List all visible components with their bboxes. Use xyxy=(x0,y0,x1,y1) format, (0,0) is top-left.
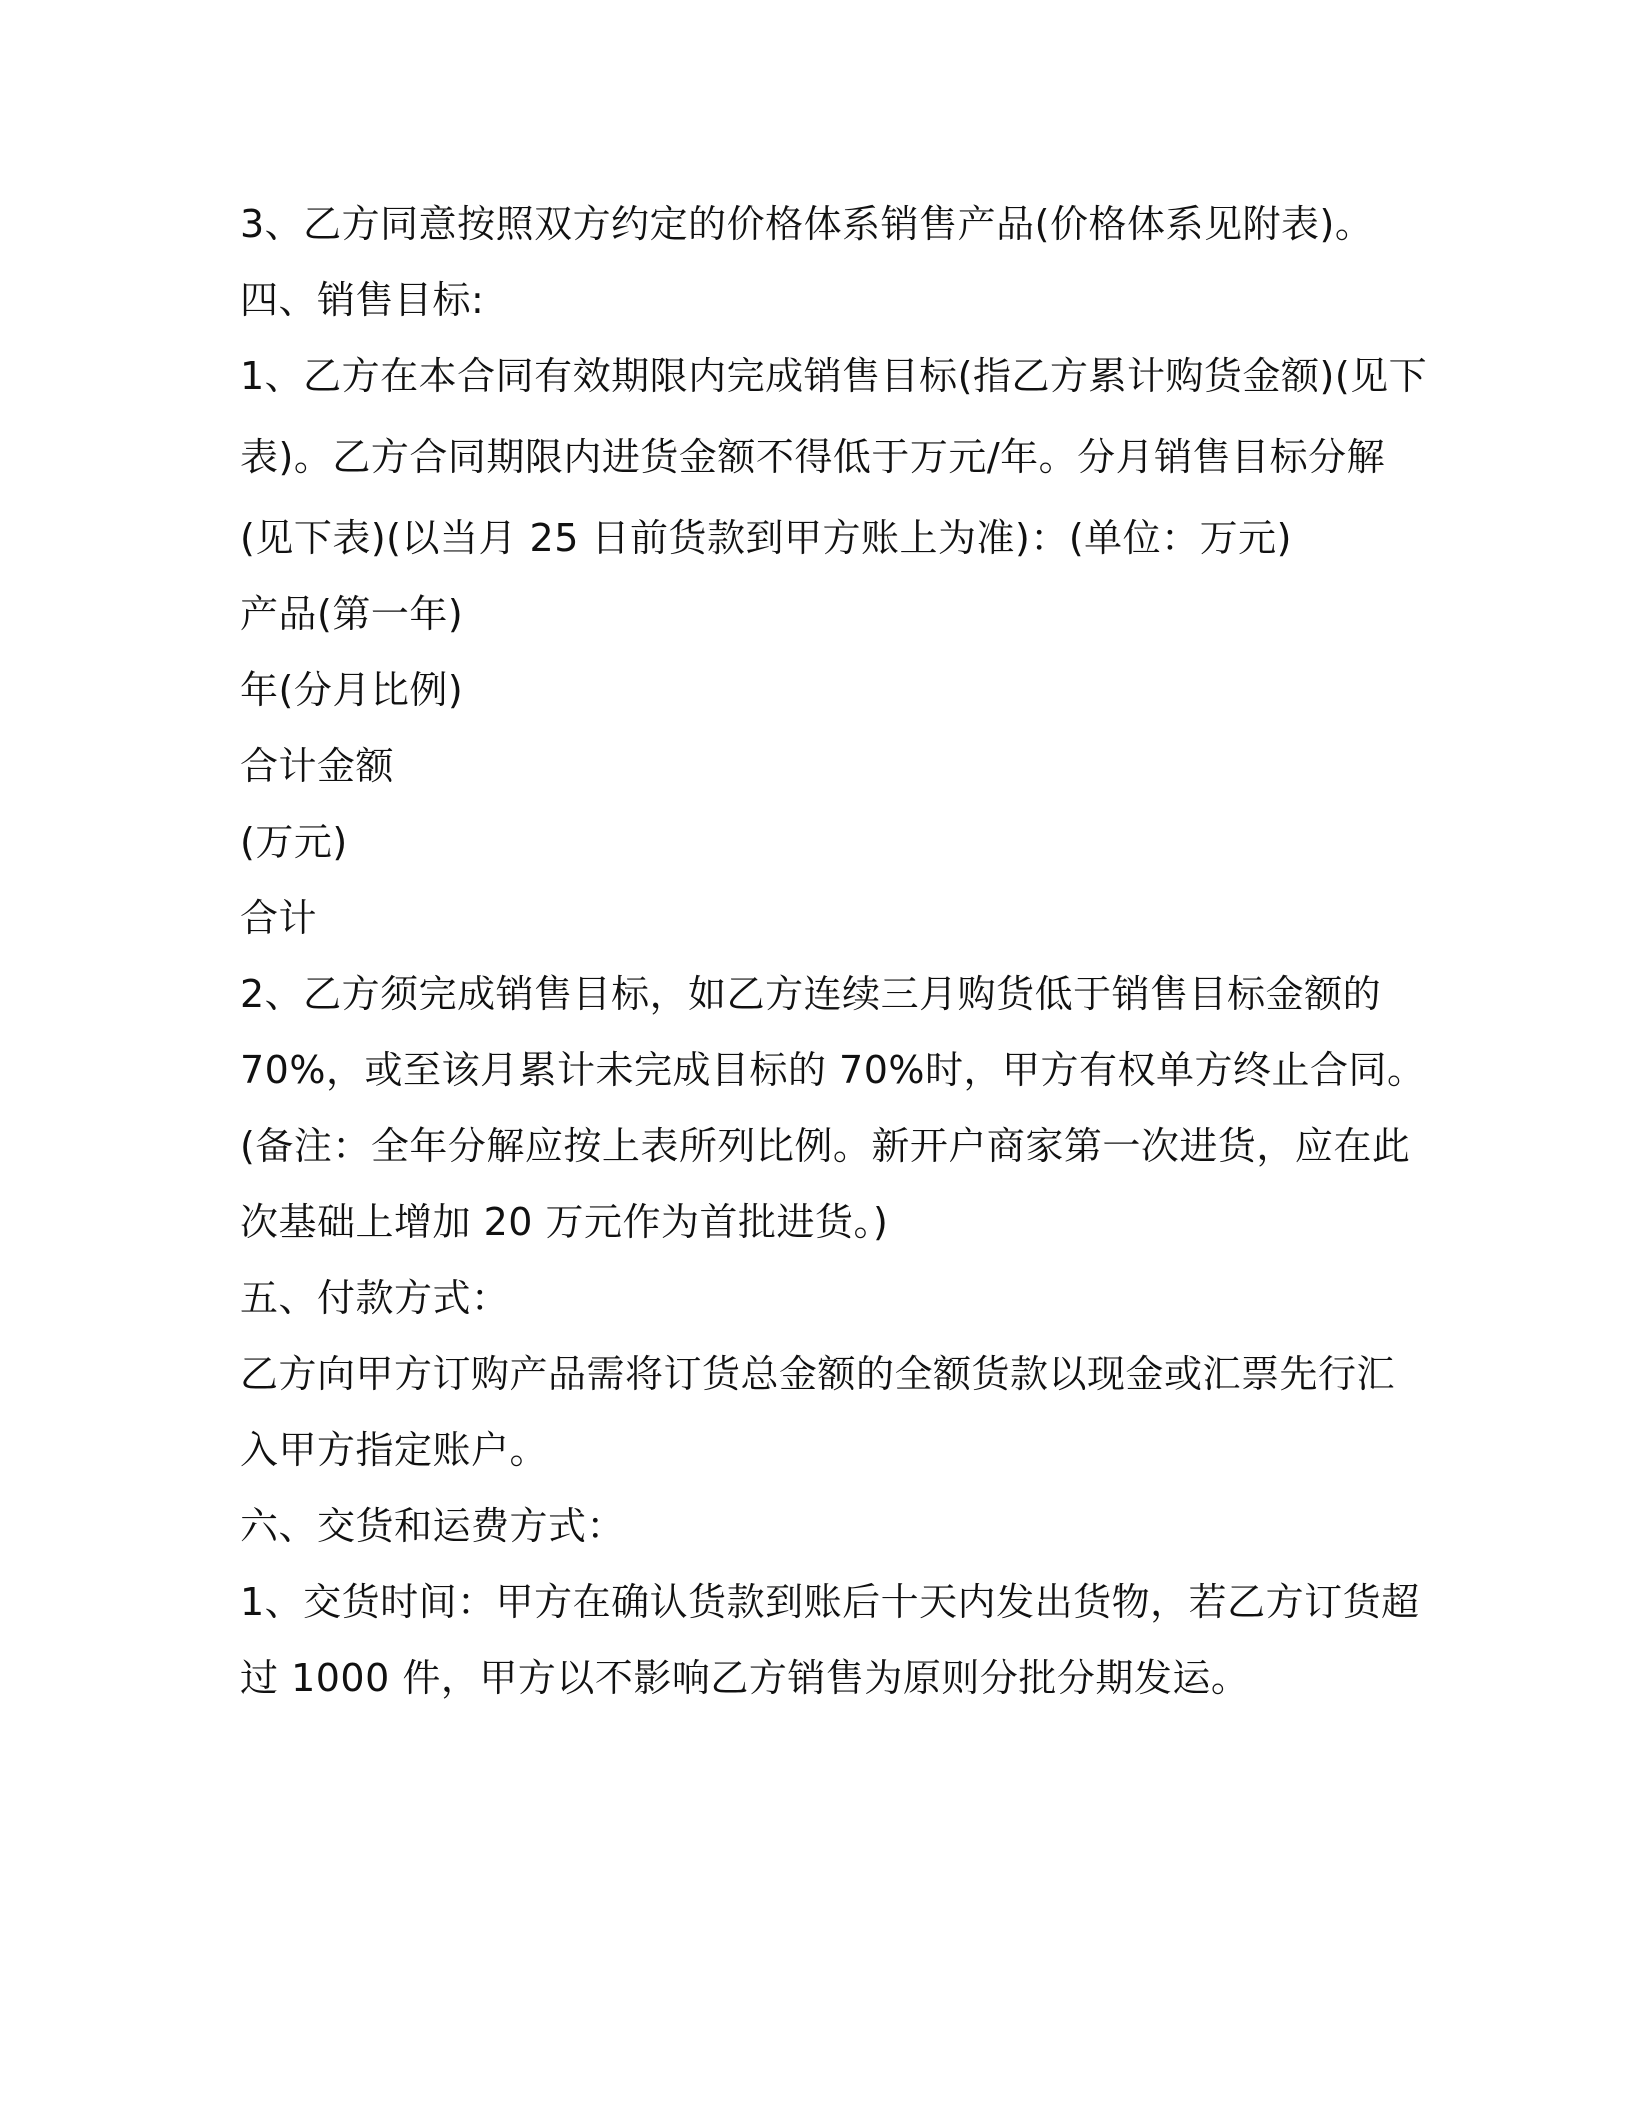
clause-1-sales-target-line-3: (见下表)(以当月 25 日前货款到甲方账上为准)：(单位：万元) xyxy=(240,516,1292,560)
note-line-2: 次基础上增加 20 万元作为首批进货。) xyxy=(240,1200,889,1244)
clause-1-sales-target-line-2: 表)。乙方合同期限内进货金额不得低于万元/年。分月销售目标分解 xyxy=(240,435,1386,479)
clause-3-pricing: 3、乙方同意按照双方约定的价格体系销售产品(价格体系见附表)。 xyxy=(240,202,1374,246)
section-5-heading: 五、付款方式： xyxy=(240,1276,510,1320)
table-label-total-amount: 合计金额 xyxy=(240,744,395,788)
clause-2-target-line-2: 70%，或至该月累计未完成目标的 70%时，甲方有权单方终止合同。 xyxy=(240,1048,1426,1092)
table-label-unit: (万元) xyxy=(240,820,348,864)
payment-line-1: 乙方向甲方订购产品需将订货总金额的全额货款以现金或汇票先行汇 xyxy=(240,1352,1396,1396)
section-6-heading: 六、交货和运费方式： xyxy=(240,1504,626,1548)
note-line-1: (备注：全年分解应按上表所列比例。新开户商家第一次进货，应在此 xyxy=(240,1124,1411,1168)
clause-2-target-line-1: 2、乙方须完成销售目标，如乙方连续三月购货低于销售目标金额的 xyxy=(240,972,1382,1016)
delivery-line-2: 过 1000 件，甲方以不影响乙方销售为原则分批分期发运。 xyxy=(240,1656,1250,1700)
payment-line-2: 入甲方指定账户。 xyxy=(240,1428,549,1472)
delivery-line-1: 1、交货时间：甲方在确认货款到账后十天内发出货物，若乙方订货超 xyxy=(240,1580,1420,1624)
table-label-product: 产品(第一年) xyxy=(240,592,464,636)
section-4-heading: 四、销售目标: xyxy=(240,278,485,322)
document-body xyxy=(240,186,1428,1716)
table-label-year: 年(分月比例) xyxy=(240,668,464,712)
table-label-total: 合计 xyxy=(240,896,318,940)
clause-1-sales-target-line-1: 1、乙方在本合同有效期限内完成销售目标(指乙方累计购货金额)(见下 xyxy=(240,354,1428,398)
